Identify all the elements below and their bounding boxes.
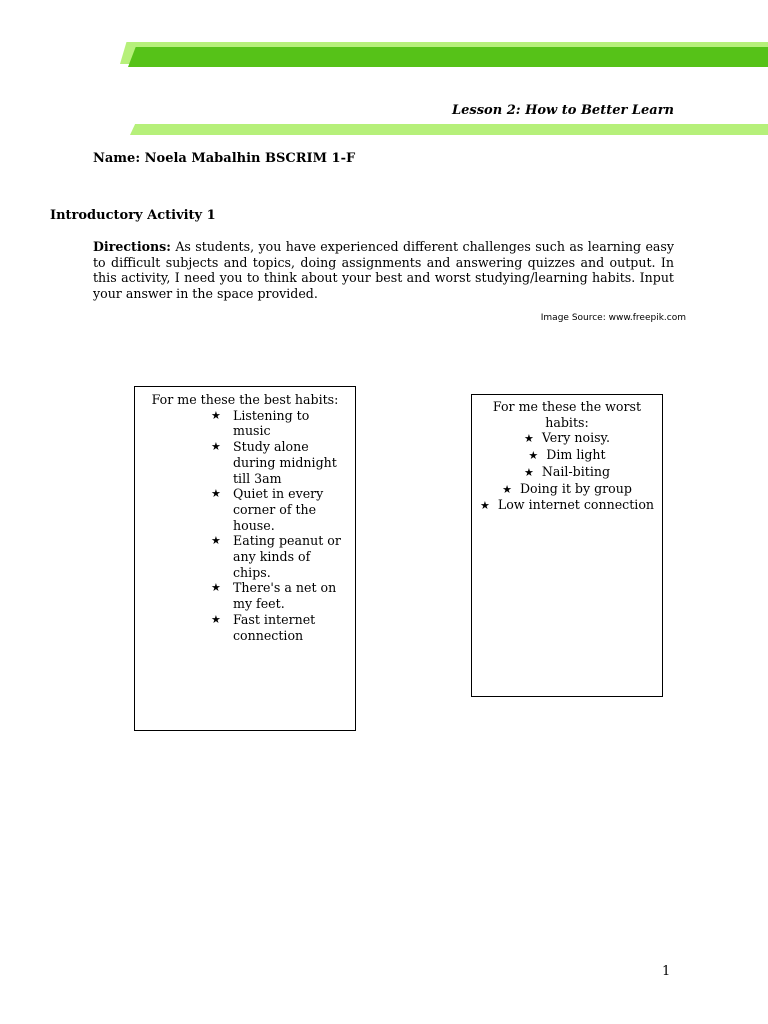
list-item: ★ Nail-biting	[523, 463, 611, 479]
directions-label: Directions:	[93, 239, 171, 254]
image-source-caption: Image Source: www.freepik.com	[540, 313, 686, 323]
star-icon: ★	[211, 581, 221, 595]
list-item: ★ Fast internet connection	[211, 611, 316, 643]
list-item: ★ Very noisy.	[523, 430, 611, 446]
best-habits-list	[211, 408, 349, 644]
star-icon: ★	[211, 408, 221, 422]
list-item: ★ Eating peanut or any kinds of chips.	[211, 533, 341, 580]
directions-paragraph	[93, 239, 674, 301]
header-band-dark	[128, 47, 768, 67]
best-habits-box[interactable]	[134, 386, 356, 731]
list-item: ★ Low internet connection	[479, 497, 655, 513]
lesson-title: Lesson 2: How to Better Learn	[452, 103, 674, 118]
list-item: ★ Doing it by group	[502, 480, 632, 496]
star-icon: ★	[211, 440, 221, 454]
list-item: ★ Quiet in every corner of the house.	[211, 486, 324, 533]
star-icon: ★	[523, 465, 534, 479]
activity-title: Introductory Activity 1	[50, 208, 216, 223]
star-icon: ★	[211, 612, 221, 626]
worst-habits-list	[478, 430, 656, 514]
student-name: Name: Noela Mabalhin BSCRIM 1-F	[93, 151, 356, 166]
list-item: ★ There's a net on my feet.	[211, 580, 337, 612]
star-icon: ★	[523, 432, 534, 446]
star-icon: ★	[502, 482, 512, 496]
list-item: ★ Study alone during midnight till 3am	[211, 439, 337, 486]
star-icon: ★	[528, 449, 539, 463]
star-icon: ★	[479, 499, 490, 513]
best-habits-title: For me these the best habits:	[151, 392, 339, 407]
star-icon: ★	[211, 534, 221, 548]
worst-habits-box[interactable]	[471, 394, 663, 697]
directions-text: As students, you have experienced different challenges such as learning easy to difficult subjects and topics, doing assignments and answering quizzes and output. In this activity, I need you to think about your best and worst studying/learning habits. Input your answer in the space provided.	[93, 239, 674, 301]
star-icon: ★	[211, 487, 221, 501]
page-number: 1	[662, 964, 671, 979]
list-item: ★ Listening to music	[211, 407, 310, 439]
list-item: ★ Dim light	[528, 447, 606, 463]
worst-habits-title: For me these the worst habits:	[492, 399, 642, 430]
header-band-underline	[130, 124, 768, 135]
